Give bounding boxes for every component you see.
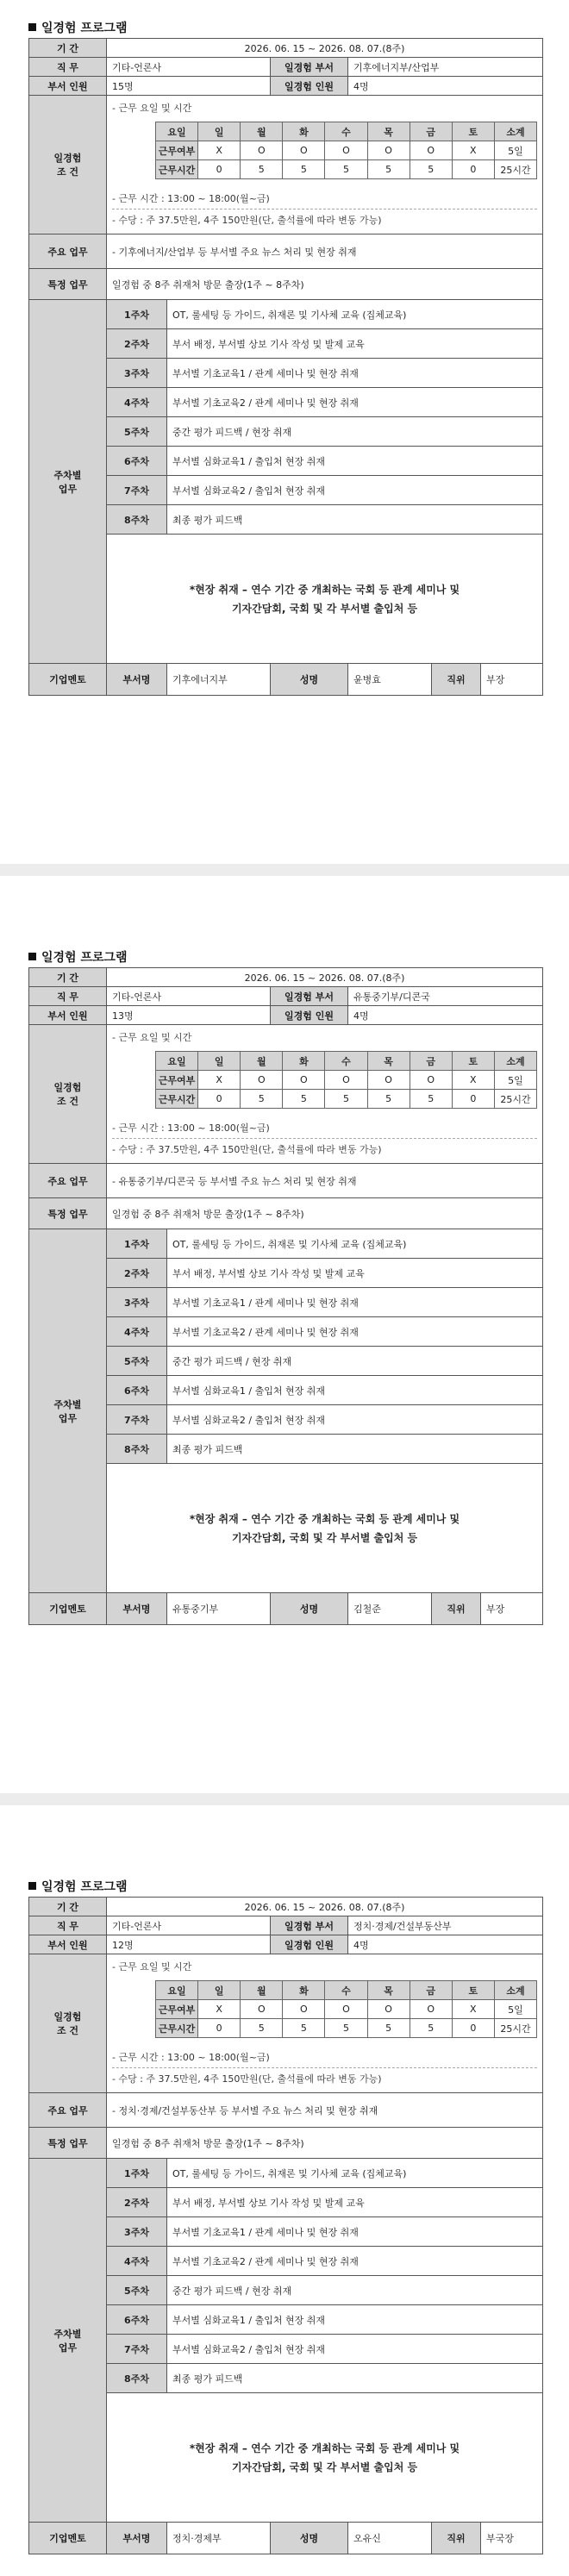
week-number: 4주차 [107, 1317, 167, 1347]
grid-cell: O [241, 2000, 283, 2019]
week-number: 7주차 [107, 2335, 167, 2364]
bold-note [112, 563, 537, 635]
special-label: 특정 업무 [29, 1198, 107, 1229]
schedule-grid-wrap [112, 1980, 537, 2038]
week-row [29, 2305, 543, 2335]
schedule-grid-wrap [112, 1051, 537, 1109]
duty-value: 기타-언론사 [107, 1916, 271, 1935]
grid-cell: 5 [367, 160, 410, 179]
bold-note-line: 기자간담회, 국회 및 각 부서별 출입처 등 [231, 2460, 418, 2473]
week-row [29, 388, 543, 417]
week-number: 8주차 [107, 2364, 167, 2393]
grid-header-cell: 수 [325, 1052, 367, 1071]
week-row [29, 2217, 543, 2247]
square-bullet-icon [28, 953, 36, 960]
schedule-grid [155, 1051, 537, 1109]
mentor-label: 기업멘토 [29, 1593, 107, 1625]
grid-cell: X [198, 141, 241, 160]
grid-header-cell: 목 [367, 122, 410, 141]
week-row [29, 2335, 543, 2364]
grid-header-cell: 화 [283, 122, 325, 141]
note-row [29, 2393, 543, 2523]
week-row [29, 1435, 543, 1464]
program-table [28, 38, 543, 696]
bold-note-cell [107, 535, 543, 664]
grid-cell: 0 [452, 160, 494, 179]
square-bullet-icon [28, 1882, 36, 1890]
grid-cell: O [283, 2000, 325, 2019]
exp-dept-label: 일경험 부서 [271, 58, 348, 77]
mentor-position-value: 부장 [486, 1604, 505, 1615]
grid-row [156, 160, 537, 179]
week-task: 부서별 기초교육1 / 관계 세미나 및 현장 취재 [167, 359, 543, 388]
mentor-label: 기업멘토 [29, 2523, 107, 2554]
bold-note-line: *현장 취재 – 연수 기간 중 개최하는 국회 등 관계 세미나 및 [189, 583, 460, 596]
week-task: 부서 배정, 부서별 상보 기사 작성 및 발제 교육 [167, 329, 543, 359]
week-row [29, 505, 543, 535]
exp-staff-label: 일경험 인원 [271, 1935, 348, 1954]
weekly-label: 주차별 업무 [29, 1229, 107, 1593]
page-heading [28, 948, 128, 966]
conditions-label: 일경험 조 건 [29, 1025, 107, 1164]
period-label: 기 간 [29, 39, 107, 58]
grid-header-cell: 일 [198, 1052, 241, 1071]
mentor-name-label: 성명 [271, 1593, 348, 1625]
mentor-position-label: 직위 [431, 1593, 481, 1624]
week-task: 부서별 심화교육2 / 출입처 현장 취재 [167, 476, 543, 505]
bold-note-line: *현장 취재 – 연수 기간 중 개최하는 국회 등 관계 세미나 및 [189, 1512, 460, 1525]
grid-cell: 5 [325, 2019, 367, 2038]
week-row [29, 2188, 543, 2217]
grid-cell: 5 [325, 1090, 367, 1109]
mentor-name-position-cell [348, 1593, 543, 1625]
grid-cell: 5 [367, 1090, 410, 1109]
grid-cell: O [283, 141, 325, 160]
week-number: 7주차 [107, 1405, 167, 1435]
week-task: 중간 평가 피드백 / 현장 취재 [167, 417, 543, 447]
schedule-grid [155, 122, 537, 179]
grid-cell: 5 [283, 160, 325, 179]
grid-header-cell: 일 [198, 1981, 241, 2000]
program-table [28, 967, 543, 1625]
grid-cell: 0 [198, 2019, 241, 2038]
grid-cell: O [367, 2000, 410, 2019]
mentor-name-value: 김철준 [353, 1604, 381, 1615]
dept-staff-value: 15명 [107, 77, 271, 96]
week-task: 부서별 심화교육2 / 출입처 현장 취재 [167, 2335, 543, 2364]
schedule-grid [155, 1980, 537, 2038]
weekly-label: 주차별 업무 [29, 300, 107, 664]
week-task: OT, 룰세팅 등 가이드, 취재론 및 기사체 교육 (집체교육) [167, 300, 543, 329]
special-value: 일경험 중 8주 취재처 방문 출장(1주 ~ 8주차) [107, 2128, 543, 2159]
week-number: 1주차 [107, 1229, 167, 1259]
week-number: 1주차 [107, 300, 167, 329]
main-duty-value: - 정치·경제/건설부동산부 등 부서별 주요 뉴스 처리 및 현장 취재 [107, 2093, 543, 2128]
exp-staff-label: 일경험 인원 [271, 77, 348, 96]
schedule-grid-wrap [112, 122, 537, 179]
main-duty-label: 주요 업무 [29, 2093, 107, 2128]
exp-dept-value: 기후에너지부/산업부 [348, 58, 543, 77]
week-number: 5주차 [107, 417, 167, 447]
grid-cell: O [410, 2000, 452, 2019]
grid-cell: O [241, 141, 283, 160]
dept-staff-label: 부서 인원 [29, 1006, 107, 1025]
week-task: 부서별 기초교육2 / 관계 세미나 및 현장 취재 [167, 2247, 543, 2276]
grid-cell: X [452, 141, 494, 160]
week-task: 최종 평가 피드백 [167, 505, 543, 535]
week-row [29, 2364, 543, 2393]
heading-text: 일경험 프로그램 [41, 951, 128, 965]
exp-dept-label: 일경험 부서 [271, 1916, 348, 1935]
grid-cell: 5 [367, 2019, 410, 2038]
exp-staff-label: 일경험 인원 [271, 1006, 348, 1025]
week-number: 8주차 [107, 505, 167, 535]
grid-header-cell: 소계 [494, 122, 536, 141]
grid-cell: O [325, 141, 367, 160]
week-task: OT, 룰세팅 등 가이드, 취재론 및 기사체 교육 (집체교육) [167, 2159, 543, 2188]
cond-pay: - 수당 : 주 37.5만원, 4주 150만원(단, 출석률에 따라 변동 가능) [112, 2067, 537, 2091]
cond-pay: - 수당 : 주 37.5만원, 4주 150만원(단, 출석률에 따라 변동 가능) [112, 1138, 537, 1161]
cond-title: - 근무 요일 및 시간 [112, 1032, 192, 1043]
grid-header-cell: 요일 [156, 1981, 198, 2000]
bold-note-line: 기자간담회, 국회 및 각 부서별 출입처 등 [231, 1531, 418, 1544]
week-row [29, 2247, 543, 2276]
week-row [29, 1317, 543, 1347]
grid-row [156, 141, 537, 160]
mentor-name-position-cell [348, 2523, 543, 2554]
week-row [29, 1259, 543, 1288]
grid-cell: O [241, 1071, 283, 1090]
grid-cell: O [325, 1071, 367, 1090]
exp-staff-value: 4명 [348, 1935, 543, 1954]
grid-cell: X [452, 1071, 494, 1090]
week-task: 부서별 기초교육2 / 관계 세미나 및 현장 취재 [167, 1317, 543, 1347]
grid-header-cell: 토 [452, 1052, 494, 1071]
conditions-cell [107, 1954, 543, 2093]
grid-header-cell: 월 [241, 1981, 283, 2000]
week-number: 6주차 [107, 1376, 167, 1405]
week-number: 3주차 [107, 2217, 167, 2247]
grid-cell: X [198, 2000, 241, 2019]
main-duty-value: - 기후에너지/산업부 등 부서별 주요 뉴스 처리 및 현장 취재 [107, 234, 543, 269]
grid-cell: O [410, 141, 452, 160]
grid-header-cell: 토 [452, 122, 494, 141]
exp-dept-label: 일경험 부서 [271, 987, 348, 1006]
week-row [29, 417, 543, 447]
program-table [28, 1897, 543, 2554]
grid-cell: 5일 [494, 1071, 536, 1090]
duty-value: 기타-언론사 [107, 58, 271, 77]
grid-cell: 5 [283, 1090, 325, 1109]
week-number: 4주차 [107, 2247, 167, 2276]
grid-cell: O [325, 2000, 367, 2019]
grid-cell: 25시간 [494, 160, 536, 179]
exp-staff-value: 4명 [348, 77, 543, 96]
square-bullet-icon [28, 23, 36, 31]
mentor-name-label: 성명 [271, 664, 348, 696]
grid-cell: 5일 [494, 2000, 536, 2019]
mentor-dept-value: 정치·경제부 [167, 2523, 271, 2554]
mentor-name-position-cell [348, 664, 543, 696]
week-task: 부서별 기초교육1 / 관계 세미나 및 현장 취재 [167, 2217, 543, 2247]
period-value: 2026. 06. 15 ~ 2026. 08. 07.(8주) [107, 1898, 543, 1916]
bold-note [112, 1492, 537, 1565]
week-number: 3주차 [107, 359, 167, 388]
mentor-dept-label: 부서명 [107, 1593, 167, 1625]
main-duty-label: 주요 업무 [29, 234, 107, 269]
week-number: 2주차 [107, 329, 167, 359]
grid-cell: 근무여부 [156, 1071, 198, 1090]
dept-staff-value: 12명 [107, 1935, 271, 1954]
week-task: 부서별 심화교육1 / 출입처 현장 취재 [167, 2305, 543, 2335]
grid-header-cell: 금 [410, 1981, 452, 2000]
mentor-name-value: 오유신 [353, 2533, 381, 2544]
grid-header-row [156, 1981, 537, 2000]
grid-cell: X [452, 2000, 494, 2019]
grid-cell: 0 [452, 2019, 494, 2038]
grid-header-cell: 토 [452, 1981, 494, 2000]
grid-header-cell: 일 [198, 122, 241, 141]
week-task: 부서별 기초교육2 / 관계 세미나 및 현장 취재 [167, 388, 543, 417]
page-heading [28, 1878, 128, 1895]
week-number: 2주차 [107, 1259, 167, 1288]
grid-cell: 5 [410, 1090, 452, 1109]
page-divider [0, 864, 569, 876]
cond-title: - 근무 요일 및 시간 [112, 103, 192, 114]
grid-header-cell: 금 [410, 1052, 452, 1071]
grid-cell: 0 [198, 1090, 241, 1109]
exp-dept-value: 유통중기부/디콘국 [348, 987, 543, 1006]
mentor-position-label: 직위 [431, 2523, 481, 2554]
mentor-position-value: 부국장 [486, 2533, 514, 2544]
grid-header-row [156, 122, 537, 141]
mentor-label: 기업멘토 [29, 664, 107, 696]
mentor-name-value: 윤병효 [353, 674, 381, 685]
week-row [29, 359, 543, 388]
period-value: 2026. 06. 15 ~ 2026. 08. 07.(8주) [107, 39, 543, 58]
week-row [29, 1405, 543, 1435]
page-heading [28, 19, 128, 36]
grid-header-cell: 소계 [494, 1981, 536, 2000]
duty-label: 직 무 [29, 58, 107, 77]
week-task: 부서별 심화교육2 / 출입처 현장 취재 [167, 1405, 543, 1435]
grid-header-cell: 요일 [156, 122, 198, 141]
grid-row [156, 2019, 537, 2038]
mentor-position-value: 부장 [486, 674, 505, 685]
grid-header-cell: 수 [325, 122, 367, 141]
dept-staff-label: 부서 인원 [29, 77, 107, 96]
week-number: 5주차 [107, 1347, 167, 1376]
mentor-dept-value: 유통중기부 [167, 1593, 271, 1625]
grid-header-cell: 화 [283, 1052, 325, 1071]
week-number: 4주차 [107, 388, 167, 417]
week-row [29, 1229, 543, 1259]
grid-cell: 5 [283, 2019, 325, 2038]
cond-time: - 근무 시간 : 13:00 ~ 18:00(월~금) [112, 2052, 270, 2063]
heading-text: 일경험 프로그램 [41, 1880, 128, 1894]
exp-staff-value: 4명 [348, 1006, 543, 1025]
conditions-label: 일경험 조 건 [29, 96, 107, 234]
bold-note-line: *현장 취재 – 연수 기간 중 개최하는 국회 등 관계 세미나 및 [189, 2442, 460, 2454]
grid-header-cell: 소계 [494, 1052, 536, 1071]
week-task: 중간 평가 피드백 / 현장 취재 [167, 1347, 543, 1376]
week-number: 3주차 [107, 1288, 167, 1317]
weekly-label: 주차별 업무 [29, 2159, 107, 2523]
week-task: 부서별 심화교육1 / 출입처 현장 취재 [167, 447, 543, 476]
grid-cell: 근무시간 [156, 1090, 198, 1109]
week-number: 2주차 [107, 2188, 167, 2217]
grid-cell: 5 [410, 2019, 452, 2038]
mentor-name-label: 성명 [271, 2523, 348, 2554]
bold-note-line: 기자간담회, 국회 및 각 부서별 출입처 등 [231, 602, 418, 615]
cond-time: - 근무 시간 : 13:00 ~ 18:00(월~금) [112, 1122, 270, 1134]
week-number: 1주차 [107, 2159, 167, 2188]
week-row [29, 476, 543, 505]
grid-header-cell: 요일 [156, 1052, 198, 1071]
cond-pay: - 수당 : 주 37.5만원, 4주 150만원(단, 출석률에 따라 변동 가능) [112, 209, 537, 232]
week-task: 중간 평가 피드백 / 현장 취재 [167, 2276, 543, 2305]
grid-header-cell: 목 [367, 1052, 410, 1071]
main-duty-label: 주요 업무 [29, 1164, 107, 1198]
week-row [29, 2159, 543, 2188]
bold-note-cell [107, 2393, 543, 2523]
grid-header-row [156, 1052, 537, 1071]
duty-value: 기타-언론사 [107, 987, 271, 1006]
page-divider [0, 1793, 569, 1805]
grid-cell: 근무여부 [156, 141, 198, 160]
special-value: 일경험 중 8주 취재처 방문 출장(1주 ~ 8주차) [107, 1198, 543, 1229]
grid-header-cell: 월 [241, 1052, 283, 1071]
exp-dept-value: 정치·경제/건설부동산부 [348, 1916, 543, 1935]
week-task: 최종 평가 피드백 [167, 1435, 543, 1464]
grid-cell: 25시간 [494, 1090, 536, 1109]
grid-header-cell: 수 [325, 1981, 367, 2000]
conditions-cell [107, 1025, 543, 1164]
grid-cell: 근무시간 [156, 160, 198, 179]
grid-cell: 0 [198, 160, 241, 179]
grid-cell: 5 [410, 160, 452, 179]
mentor-position-label: 직위 [431, 664, 481, 695]
main-duty-value: - 유통중기부/디콘국 등 부서별 주요 뉴스 처리 및 현장 취재 [107, 1164, 543, 1198]
week-row [29, 329, 543, 359]
week-task: 부서별 심화교육1 / 출입처 현장 취재 [167, 1376, 543, 1405]
week-row [29, 1288, 543, 1317]
week-number: 6주차 [107, 447, 167, 476]
grid-cell: O [367, 1071, 410, 1090]
heading-text: 일경험 프로그램 [41, 22, 128, 35]
week-task: 부서별 기초교육1 / 관계 세미나 및 현장 취재 [167, 1288, 543, 1317]
cond-time: - 근무 시간 : 13:00 ~ 18:00(월~금) [112, 193, 270, 204]
grid-cell: O [410, 1071, 452, 1090]
grid-cell: 0 [452, 1090, 494, 1109]
period-label: 기 간 [29, 968, 107, 987]
special-label: 특정 업무 [29, 269, 107, 300]
grid-cell: 5 [325, 160, 367, 179]
week-task: OT, 룰세팅 등 가이드, 취재론 및 기사체 교육 (집체교육) [167, 1229, 543, 1259]
grid-cell: 5 [241, 1090, 283, 1109]
grid-header-cell: 월 [241, 122, 283, 141]
week-row [29, 1347, 543, 1376]
grid-row [156, 2000, 537, 2019]
grid-header-cell: 목 [367, 1981, 410, 2000]
grid-cell: 근무시간 [156, 2019, 198, 2038]
grid-cell: O [283, 1071, 325, 1090]
grid-header-cell: 금 [410, 122, 452, 141]
week-number: 7주차 [107, 476, 167, 505]
grid-cell: 5 [241, 2019, 283, 2038]
grid-cell: X [198, 1071, 241, 1090]
week-task: 부서 배정, 부서별 상보 기사 작성 및 발제 교육 [167, 1259, 543, 1288]
week-row [29, 1376, 543, 1405]
cond-title: - 근무 요일 및 시간 [112, 1961, 192, 1973]
conditions-label: 일경험 조 건 [29, 1954, 107, 2093]
duty-label: 직 무 [29, 1916, 107, 1935]
week-task: 최종 평가 피드백 [167, 2364, 543, 2393]
week-number: 6주차 [107, 2305, 167, 2335]
special-value: 일경험 중 8주 취재처 방문 출장(1주 ~ 8주차) [107, 269, 543, 300]
week-number: 5주차 [107, 2276, 167, 2305]
conditions-cell [107, 96, 543, 234]
period-label: 기 간 [29, 1898, 107, 1916]
week-task: 부서 배정, 부서별 상보 기사 작성 및 발제 교육 [167, 2188, 543, 2217]
note-row [29, 535, 543, 664]
week-number: 8주차 [107, 1435, 167, 1464]
week-row [29, 300, 543, 329]
mentor-dept-label: 부서명 [107, 2523, 167, 2554]
bold-note [112, 2422, 537, 2494]
period-value: 2026. 06. 15 ~ 2026. 08. 07.(8주) [107, 968, 543, 987]
special-label: 특정 업무 [29, 2128, 107, 2159]
grid-header-cell: 화 [283, 1981, 325, 2000]
dept-staff-value: 13명 [107, 1006, 271, 1025]
bold-note-cell [107, 1464, 543, 1593]
grid-row [156, 1090, 537, 1109]
mentor-dept-label: 부서명 [107, 664, 167, 696]
mentor-dept-value: 기후에너지부 [167, 664, 271, 696]
grid-cell: 5일 [494, 141, 536, 160]
dept-staff-label: 부서 인원 [29, 1935, 107, 1954]
grid-cell: 5 [241, 160, 283, 179]
note-row [29, 1464, 543, 1593]
grid-cell: 근무여부 [156, 2000, 198, 2019]
grid-cell: O [367, 141, 410, 160]
duty-label: 직 무 [29, 987, 107, 1006]
week-row [29, 2276, 543, 2305]
grid-cell: 25시간 [494, 2019, 536, 2038]
grid-row [156, 1071, 537, 1090]
week-row [29, 447, 543, 476]
